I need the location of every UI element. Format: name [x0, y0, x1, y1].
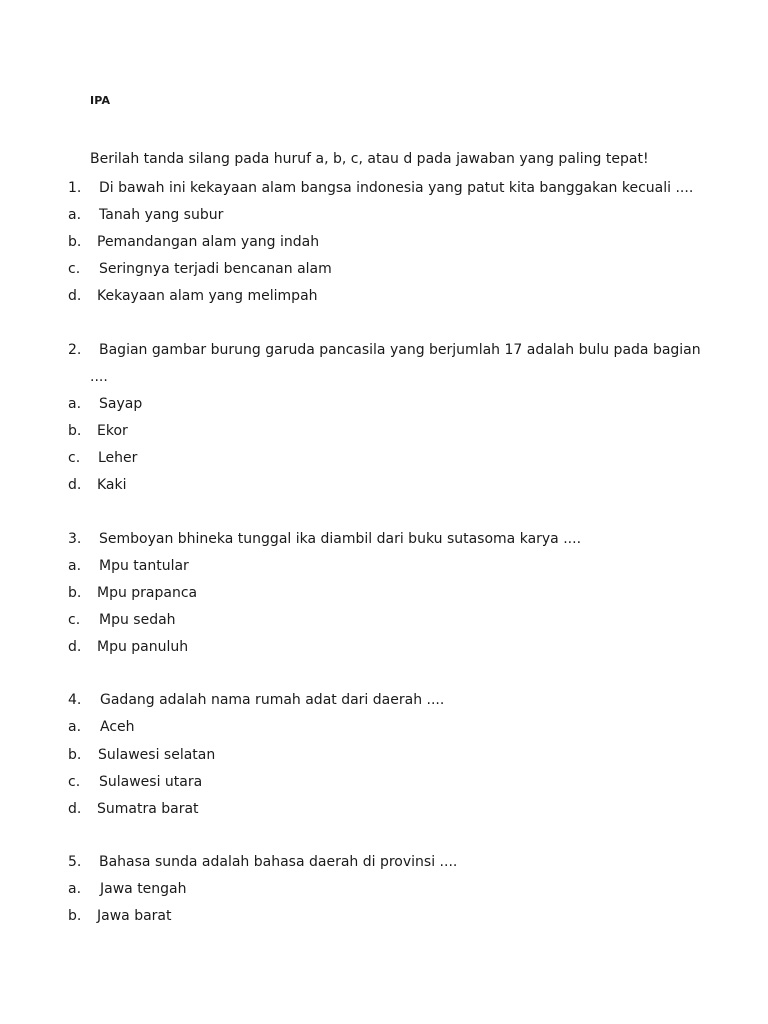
question-number: 5.: [68, 854, 82, 870]
question-number: 1.: [68, 180, 82, 196]
instruction-text: Berilah tanda silang pada huruf a, b, c, atau d pada jawaban yang paling tepat!: [90, 151, 649, 167]
option-letter: a.: [68, 207, 82, 223]
option-text: Kaki: [97, 477, 127, 493]
option-text: Tanah yang subur: [99, 207, 224, 223]
question-text: Semboyan bhineka tunggal ika diambil dari buku sutasoma karya ....: [99, 531, 582, 547]
option-text: Sayap: [99, 396, 143, 412]
option-text: Sulawesi utara: [99, 774, 203, 790]
option-letter: c.: [68, 450, 81, 466]
option-text: Jawa tengah: [100, 881, 187, 897]
option-text: Leher: [98, 450, 138, 466]
option-letter: b.: [68, 585, 82, 601]
question-text-continuation: ....: [90, 369, 108, 385]
option-letter: d.: [68, 288, 82, 304]
question-text: Gadang adalah nama rumah adat dari daerah ....: [100, 692, 445, 708]
question-text: Bahasa sunda adalah bahasa daerah di provinsi ....: [99, 854, 458, 870]
option-letter: c.: [68, 612, 81, 628]
question-text: Bagian gambar burung garuda pancasila yang berjumlah 17 adalah bulu pada bagian: [99, 342, 701, 358]
option-letter: d.: [68, 477, 82, 493]
question-number: 2.: [68, 342, 82, 358]
question-number: 3.: [68, 531, 82, 547]
option-letter: c.: [68, 774, 81, 790]
option-text: Kekayaan alam yang melimpah: [97, 288, 318, 304]
option-letter: b.: [68, 234, 82, 250]
option-letter: b.: [68, 747, 82, 763]
option-text: Mpu tantular: [99, 558, 189, 574]
option-letter: b.: [68, 908, 82, 924]
question-number: 4.: [68, 692, 82, 708]
option-letter: d.: [68, 801, 82, 817]
question-text: Di bawah ini kekayaan alam bangsa indonesia yang patut kita banggakan kecuali ....: [99, 180, 694, 196]
option-letter: a.: [68, 719, 82, 735]
option-text: Mpu panuluh: [97, 639, 189, 655]
option-letter: d.: [68, 639, 82, 655]
option-text: Jawa barat: [97, 908, 172, 924]
option-text: Mpu prapanca: [97, 585, 198, 601]
option-letter: a.: [68, 558, 82, 574]
option-text: Mpu sedah: [99, 612, 176, 628]
option-letter: c.: [68, 261, 81, 277]
option-text: Seringnya terjadi bencanan alam: [99, 261, 332, 277]
subject-title: IPA: [90, 94, 111, 107]
option-letter: a.: [68, 396, 82, 412]
option-letter: a.: [68, 881, 82, 897]
option-text: Sulawesi selatan: [98, 747, 216, 763]
option-text: Aceh: [100, 719, 135, 735]
option-letter: b.: [68, 423, 82, 439]
option-text: Sumatra barat: [97, 801, 199, 817]
option-text: Ekor: [97, 423, 128, 439]
option-text: Pemandangan alam yang indah: [97, 234, 320, 250]
